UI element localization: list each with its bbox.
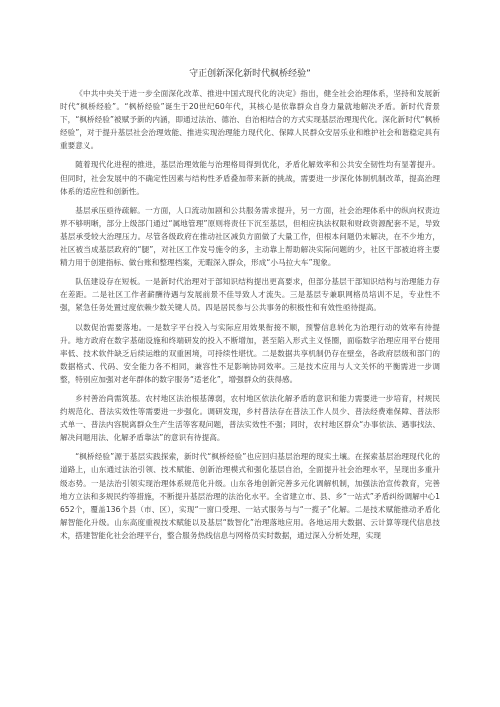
paragraph-context: 随着现代化进程的推进，基层治理效能与治理格局得到优化，矛盾化解效率和公共安全韧性均有显著提升。但同时，社会发展中的不确定性因素与结构性矛盾叠加带来新的挑战，需要进一步深化体制机制改革，提高治理体系的适应性和创新性。 — [60, 160, 440, 196]
paragraph-rural-governance: 乡村善治尚需筑基。农村地区法治根基薄弱，农村地区依法化解矛盾的意识和能力需要进一步培育，村规民约规范化、普法实效性等需要进一步强化。调研发现，乡村普法存在普法工作人员少、普法经费难保障、普法形式单一、普法内容脱离群众生产生活等客观问题，普法实效性不强；同时，农村地区群众“办事依法、遇事找法、解决问题用法、化解矛盾靠法”的意识有待提高。 — [60, 393, 440, 443]
paragraph-fengqiao-practice: “枫桥经验”源于基层实践探索，新时代“枫桥经验”也应回归基层治理的现实土壤。在探索基层治理现代化的道路上，山东通过法治引领、技术赋能、创新治理模式和强化基层自治，全面提升社会治理水平，呈现出多重升级态势。一是法治引领实现治理体系规范化升级。山东各地创新完善多元化调解机制，加强法治宣传教育，完善地方立法和多规民约等措施，不断提升基层治理的法治化水平。全省建立市、县、乡“一站式”矛盾纠纷调解中心1652个，覆盖136个县（市、区），实现“一窗口受理、一站式服务与与“一揽子”化解。二是技术赋能推动矛盾化解智能化升级。山东高度重视技术赋能以及基层“数智化”治理落地应用。各地运用大数据、云计算等现代信息技术，搭建智能化社会治理平台，整合服务热线信息与网格员实时数据，通过深入分析处理，实现 — [60, 452, 440, 540]
paragraph-grassroots-pressure: 基层承压亟待疏解。一方面，人口流动加剧和公共服务需求提升，另一方面，社会治理体系中的纵向权责边界不够明晰，部分上级部门通过“属地管理”原则将责任下沉至基层，但相应执法权限和财政资源配套不足，导致基层承受较大治理压力。尽管各级政府在推动社区减负方面做了大量工作，但根本问题仍未解决，在不少地方，社区被当成基层政府的“腿”，对社区工作发号施令的多，主动靠上帮助解决实际问题的少，社区干部被迫将主要精力用于创建指标、做台账和整理档案，无暇深入群众，形成“小马拉大车”现象。 — [60, 205, 440, 268]
paragraph-intro: 《中共中央关于进一步全面深化改革、推进中国式现代化的决定》指出，健全社会治理体系，坚持和发展新时代“枫桥经验”。“枫桥经验”诞生于20世纪60年代，其核心是依靠群众自身力量就地解决矛盾。新时代背景下，“枫桥经验”被赋予新的内涵，即通过法治、德治、自治相结合的方式实现基层治理现代化。深化新时代“枫桥经验”，对于提升基层社会治理效能、推进实现治理能力现代化、保障人民群众安居乐业和维护社会和谐稳定具有重要意义。 — [60, 89, 440, 151]
paragraph-digital-governance: 以数促治需要落地。一是数字平台投入与实际应用效果衔接不顺，预警信息转化为治理行动的效率有待提升。地方政府在数字基础设施和终端研发的投入不断增加，甚至陷入形式主义怪圈，面临数字治理应用平台使用率低、技术软件缺乏后续运维的双重困境，可持续性堪忧。二是数据共享机制仍存在壁垒，各政府层级和部门的数据格式、代码、安全能力各不相同，兼容性不足影响协同效率。三是技术应用与人文关怀的平衡需进一步调整，特别应加强对老年群体的数字服务“适老化”，增强群众的获得感。 — [60, 322, 440, 384]
paragraph-team-building: 队伍建设存在短板。一是新时代治理对于部知识结构提出更高要求，但部分基层干部知识结构与治理能力存在差距。二是社区工作者薪酬待遇与发展前景不佳导致人才流失。三是基层专兼职网格员培训不足，专业性不强，紧急任务处置过度依赖少数关键人员。四是居民参与公共事务的积极性和有效性亟待提高。 — [60, 277, 440, 313]
page-title: 守正创新深化新时代枫桥经验” — [189, 69, 311, 79]
